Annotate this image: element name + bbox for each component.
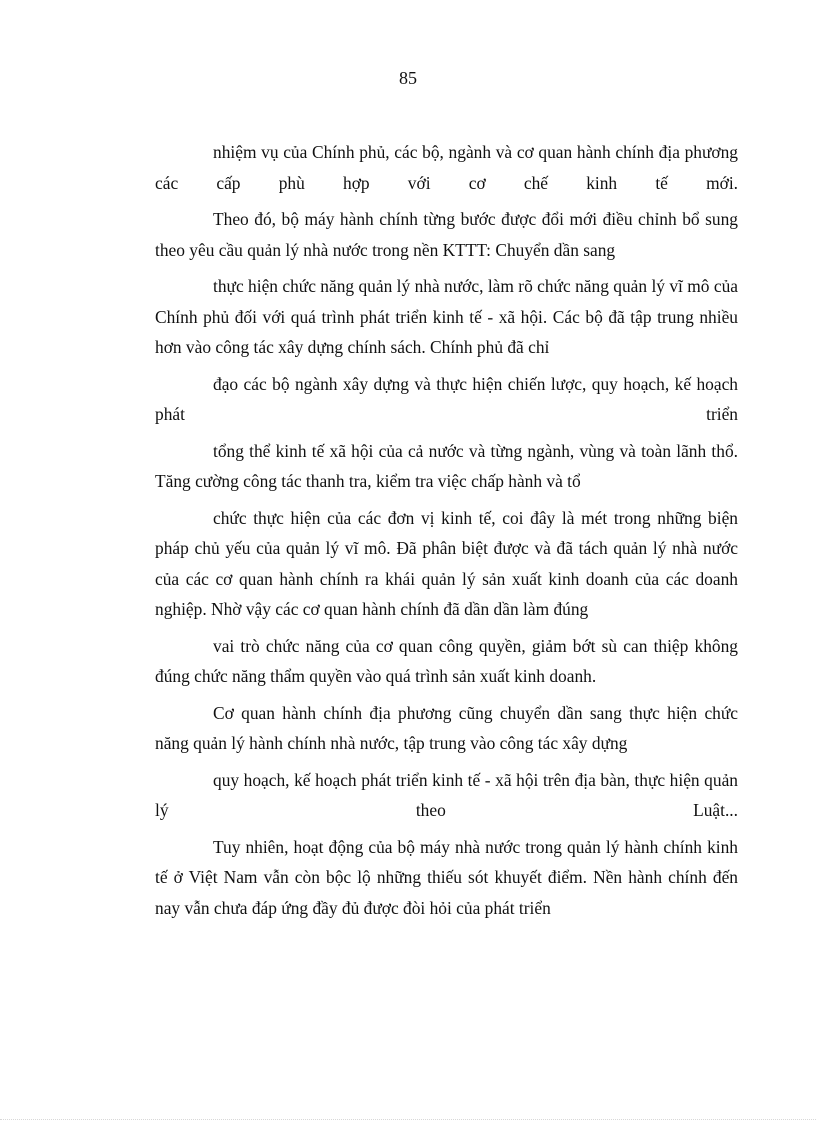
paragraph-3: thực hiện chức năng quản lý nhà nước, làm rõ chức năng quản lý vĩ mô của Chính phủ đối với quá trình phát triển kinh tế - xã hội. Các bộ đã tập trung nhiều hơn vào công tác xây dựng chính sách. Chính phủ đã chỉ — [155, 276, 738, 357]
page-bottom-divider — [0, 1119, 816, 1120]
paragraph-10: Tuy nhiên, hoạt động của bộ máy nhà nước trong quản lý hành chính kinh tế ở Việt Nam vẫn còn bộc lộ những thiếu sót khuyết điểm. Nền hành chính đến nay vẫn chưa đáp ứng đầy đủ được đòi hỏi của phát triển — [155, 836, 738, 918]
paragraph-6: chức thực hiện của các đơn vị kinh tế, coi đây là mét trong những biện pháp chủ yếu của quản lý vĩ mô. Đã phân biệt được và đã tách quản lý nhà nước của các cơ quan hành chính ra khái quản lý sản xuất kinh doanh của các doanh nghiệp. Nhờ vậy các cơ quan hành chính đã dần dần làm đúng — [155, 507, 738, 619]
page-number: 85 — [399, 68, 417, 88]
paragraph-8: Cơ quan hành chính địa phương cũng chuyển dần sang thực hiện chức năng quản lý hành chính nhà nước, tập trung vào công tác xây dựng — [155, 702, 738, 753]
paragraph-1: nhiệm vụ của Chính phủ, các bộ, ngành và cơ quan hành chính địa phương các cấp phù hợp với cơ chế kinh tế mới. — [155, 142, 738, 193]
paragraph-9: quy hoạch, kế hoạch phát triển kinh tế - xã hội trên địa bàn, thực hiện quản lý theo Luật... — [155, 769, 738, 820]
document-body — [155, 137, 738, 923]
paragraph-4: đạo các bộ ngành xây dựng và thực hiện chiến lược, quy hoạch, kế hoạch phát triển — [155, 373, 738, 424]
paragraph-7: vai trò chức năng của cơ quan công quyền, giảm bớt sù can thiệp không đúng chức năng thẩm quyền vào quá trình sản xuất kinh doanh. — [155, 635, 738, 686]
paragraph-5: tổng thể kinh tế xã hội của cả nước và từng ngành, vùng và toàn lãnh thổ. Tăng cường công tác thanh tra, kiểm tra việc chấp hành và tổ — [155, 440, 738, 491]
paragraph-2: Theo đó, bộ máy hành chính từng bước được đổi mới điều chỉnh bổ sung theo yêu cầu quản lý nhà nước trong nền KTTT: Chuyển dần sang — [155, 209, 738, 260]
